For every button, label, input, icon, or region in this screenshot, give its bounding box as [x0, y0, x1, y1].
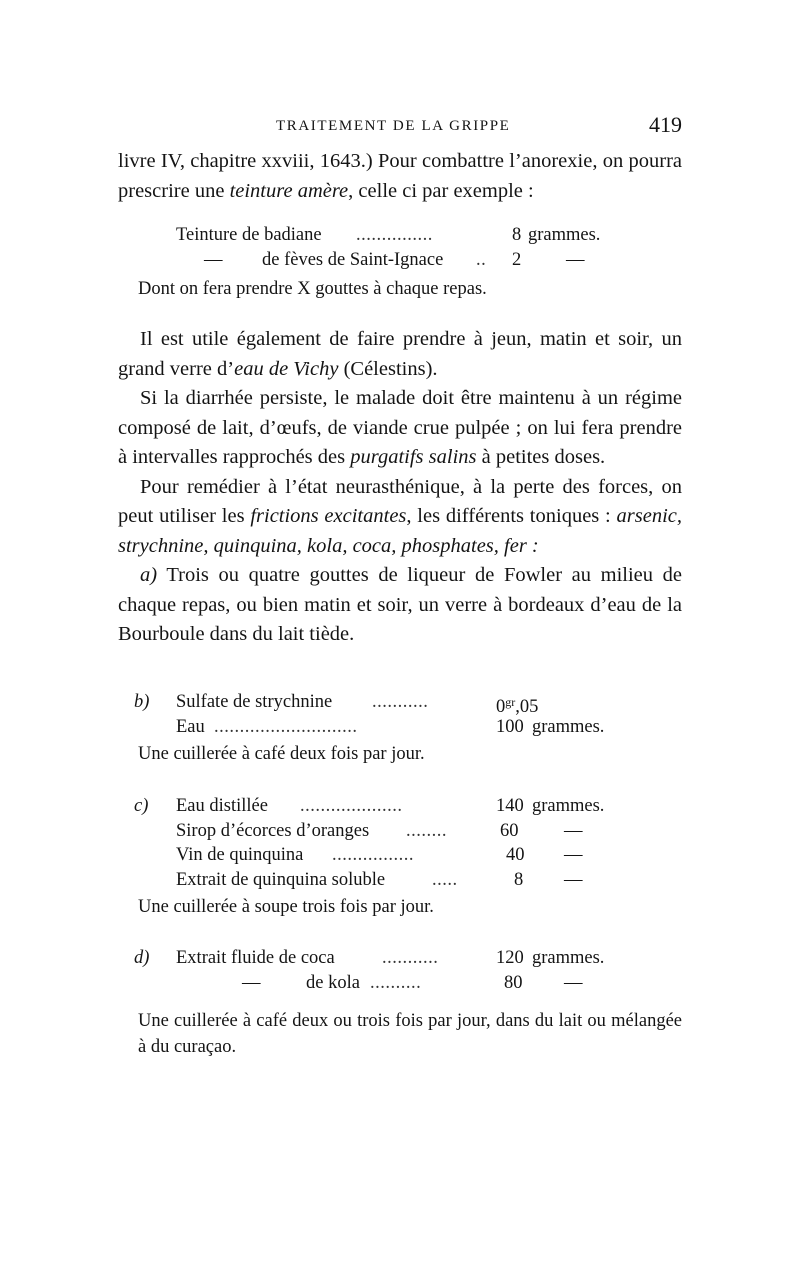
ingredient-unit: —	[564, 820, 583, 841]
italic-run: frictions excitantes	[250, 505, 407, 527]
ditto-dash: —	[204, 249, 223, 270]
item-label: d)	[134, 948, 150, 968]
prescription-row	[176, 248, 636, 273]
running-head	[118, 112, 682, 146]
italic-run: teinture amère	[229, 179, 349, 202]
dosage-instruction: Une cuillerée à café deux ou trois fois par jour, dans du lait ou mélangée à du curaçao.	[138, 1011, 682, 1057]
ingredient-unit: —	[564, 972, 583, 993]
prescription-row	[176, 223, 636, 248]
ingredient-name: Eau	[176, 716, 205, 737]
dot-leader: ..	[476, 249, 487, 270]
ingredient-name: Eau distillée	[176, 796, 268, 816]
prescription-row	[134, 819, 654, 844]
ingredient-qty: 8	[512, 225, 522, 245]
item-label: b)	[134, 692, 150, 712]
text-run: à petites doses.	[476, 446, 606, 468]
dot-leader: .....	[432, 869, 458, 890]
ingredient-qty: 60	[500, 820, 519, 841]
running-title: TRAITEMENT DE LA GRIPPE	[276, 118, 511, 134]
prescription-row	[134, 868, 654, 893]
prescription-badiane	[176, 223, 636, 272]
ingredient-qty: 100	[496, 716, 524, 737]
paragraph-fowler	[118, 561, 682, 650]
qty-value: 0	[496, 697, 506, 717]
prescription-row	[134, 843, 654, 868]
page-number: 419	[649, 112, 682, 137]
ingredient-qty: 80	[504, 972, 523, 993]
item-label: a)	[140, 564, 158, 586]
text-run: (Célestins).	[338, 357, 438, 380]
ingredient-name: de fèves de Saint-Ignace	[262, 249, 444, 270]
ingredient-unit: —	[564, 845, 583, 865]
ingredient-name: de kola	[306, 972, 360, 993]
prescription-c	[134, 794, 654, 892]
dosage-instruction: Une cuillerée à café deux fois par jour.	[138, 744, 425, 764]
ingredient-name: Sirop d’écorces d’oranges	[176, 820, 370, 841]
ingredient-qty: 8	[514, 869, 524, 890]
prescription-row	[134, 715, 634, 740]
text-run: livre IV, chapitre xxviii, 1643.) Pour combattre l’anorexie, on pourra prescrire une	[118, 150, 682, 202]
text-run: Il est utile également de faire prendre à jeun, matin et soir, un grand verre d’	[118, 328, 682, 380]
ingredient-name: Vin de quinquina	[176, 845, 304, 865]
ingredient-unit: grammes.	[532, 948, 605, 968]
ingredient-qty: 120	[496, 948, 524, 968]
ingredient-name: Teinture de badiane	[176, 225, 322, 245]
dot-leader: ....................	[300, 796, 403, 816]
italic-run: arsenic, strychnine, quinquina, kola, coca, phosphates, fer :	[118, 505, 682, 557]
text-run: Pour remédier à l’état neurasthénique, à la perte des forces, on peut utiliser les	[118, 475, 682, 527]
ingredient-unit: grammes.	[528, 225, 601, 245]
prescription-row	[134, 690, 634, 715]
qty-unit-sup: gr	[505, 695, 516, 709]
text-run: , les différents toniques :	[406, 505, 617, 527]
italic-run: purgatifs salins	[350, 446, 477, 468]
paragraph-anorexie	[118, 147, 682, 206]
text-run: , celle ci par exemple :	[348, 179, 534, 202]
dosage-instruction: Dont on fera prendre X gouttes à chaque repas.	[138, 279, 487, 299]
ingredient-unit: —	[566, 249, 585, 270]
prescription-b	[134, 690, 634, 739]
dot-leader: ...........	[382, 948, 439, 968]
ingredient-qty: 2	[512, 249, 522, 270]
dot-leader: ............................	[214, 716, 358, 737]
dot-leader: ........	[406, 820, 447, 841]
text-run: Si la diarrhée persiste, le malade doit être maintenu à un régime composé de lait, d’œufs, de viande crue pulpée ; on lui fera prendre à intervalles rapprochés des	[118, 387, 682, 468]
dot-leader: ................	[332, 845, 414, 865]
ingredient-unit: grammes.	[532, 796, 605, 816]
dot-leader: ...........	[372, 692, 429, 712]
ingredient-qty: 40	[506, 845, 525, 865]
prescription-row	[134, 971, 654, 996]
body-paragraphs	[118, 325, 682, 650]
ditto-dash: —	[242, 972, 261, 993]
ingredient-unit: —	[564, 869, 583, 890]
prescription-d	[134, 946, 654, 995]
text-run: Trois ou quatre gouttes de liqueur de Fowler au milieu de chaque repas, ou bien matin et soir, un verre à bordeaux d’eau de la Bourboule dans du lait tiède.	[118, 564, 682, 645]
ingredient-name: Extrait de quinquina soluble	[176, 869, 386, 890]
paragraph-neurasthenie	[118, 473, 682, 562]
prescription-row	[134, 794, 654, 819]
prescription-row	[134, 946, 654, 971]
qty-value: ,05	[515, 697, 539, 717]
dosage-instruction: Une cuillerée à soupe trois fois par jour.	[138, 897, 434, 917]
dot-leader: ..........	[370, 972, 422, 993]
ingredient-unit: grammes.	[532, 716, 605, 737]
item-label: c)	[134, 796, 149, 816]
ingredient-qty: 140	[496, 796, 524, 816]
paragraph-diarrhee	[118, 384, 682, 473]
ingredient-name: Extrait fluide de coca	[176, 948, 335, 968]
ingredient-name: Sulfate de strychnine	[176, 692, 333, 712]
paragraph-vichy	[118, 325, 682, 384]
italic-run: eau de Vichy	[234, 357, 339, 380]
dot-leader: ...............	[356, 225, 433, 245]
